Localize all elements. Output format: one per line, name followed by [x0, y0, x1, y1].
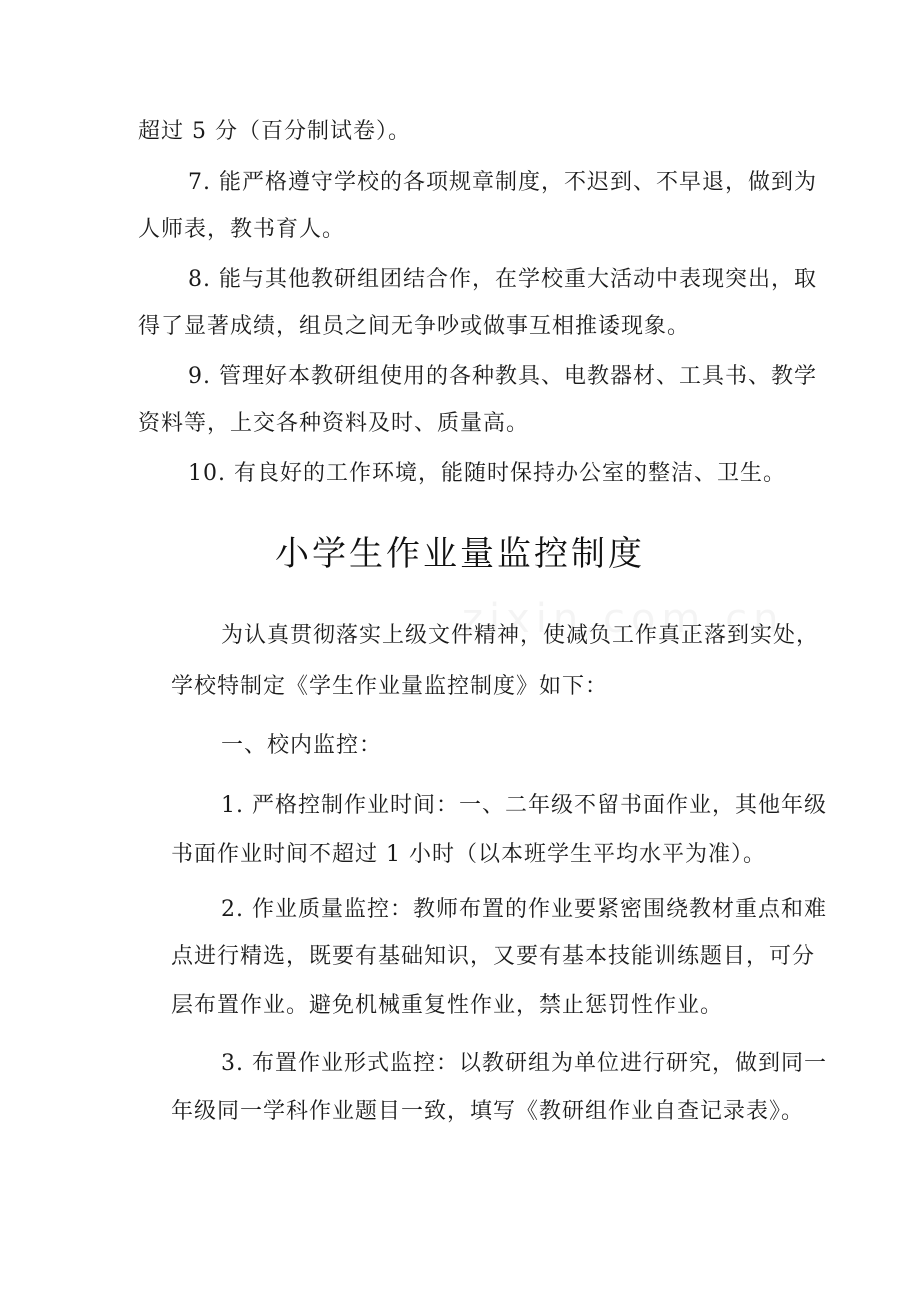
intro-line-1: 为认真贯彻落实上级文件精神，使减负工作真正落到实处， [221, 623, 820, 648]
continuation-line: 超过 5 分（百分制试卷）。 [138, 119, 411, 144]
clause-1-line-2: 书面作业时间不超过 1 小时（以本班学生平均水平为准）。 [171, 842, 766, 867]
list-item-8-line-2: 得了显著成绩，组员之间无争吵或做事互相推诿现象。 [138, 314, 691, 339]
clause-2-line-1: 2. 作业质量监控：教师布置的作业要紧密围绕教材重点和难 [221, 897, 827, 922]
list-item-9-line-1: 9. 管理好本教研组使用的各种教具、电教器材、工具书、教学 [188, 364, 817, 389]
list-item-9-line-2: 资料等，上交各种资料及时、质量高。 [138, 411, 530, 436]
clause-2-line-3: 层布置作业。避免机械重复性作业，禁止惩罚性作业。 [171, 993, 724, 1018]
section-heading: 一、校内监控： [221, 733, 383, 758]
list-item-10-line-1: 10. 有良好的工作环境，能随时保持办公室的整洁、卫生。 [188, 461, 786, 486]
clause-3-line-1: 3. 布置作业形式监控：以教研组为单位进行研究，做到同一 [221, 1051, 827, 1076]
list-item-7-line-1: 7. 能严格遵守学校的各项规章制度，不迟到、不早退，做到为 [188, 170, 817, 195]
intro-line-2: 学校特制定《学生作业量监控制度》如下： [171, 674, 609, 699]
page-title: 小学生作业量监控制度 [275, 534, 645, 574]
clause-1-line-1: 1. 严格控制作业时间：一、二年级不留书面作业，其他年级 [221, 793, 827, 818]
list-item-8-line-1: 8. 能与其他教研组团结合作，在学校重大活动中表现突出，取 [188, 267, 817, 292]
list-item-7-line-2: 人师表，教书育人。 [138, 217, 346, 242]
clause-2-line-2: 点进行精选，既要有基础知识，又要有基本技能训练题目，可分 [171, 944, 816, 969]
clause-3-line-2: 年级同一学科作业题目一致，填写《教研组作业自查记录表》。 [171, 1099, 805, 1124]
